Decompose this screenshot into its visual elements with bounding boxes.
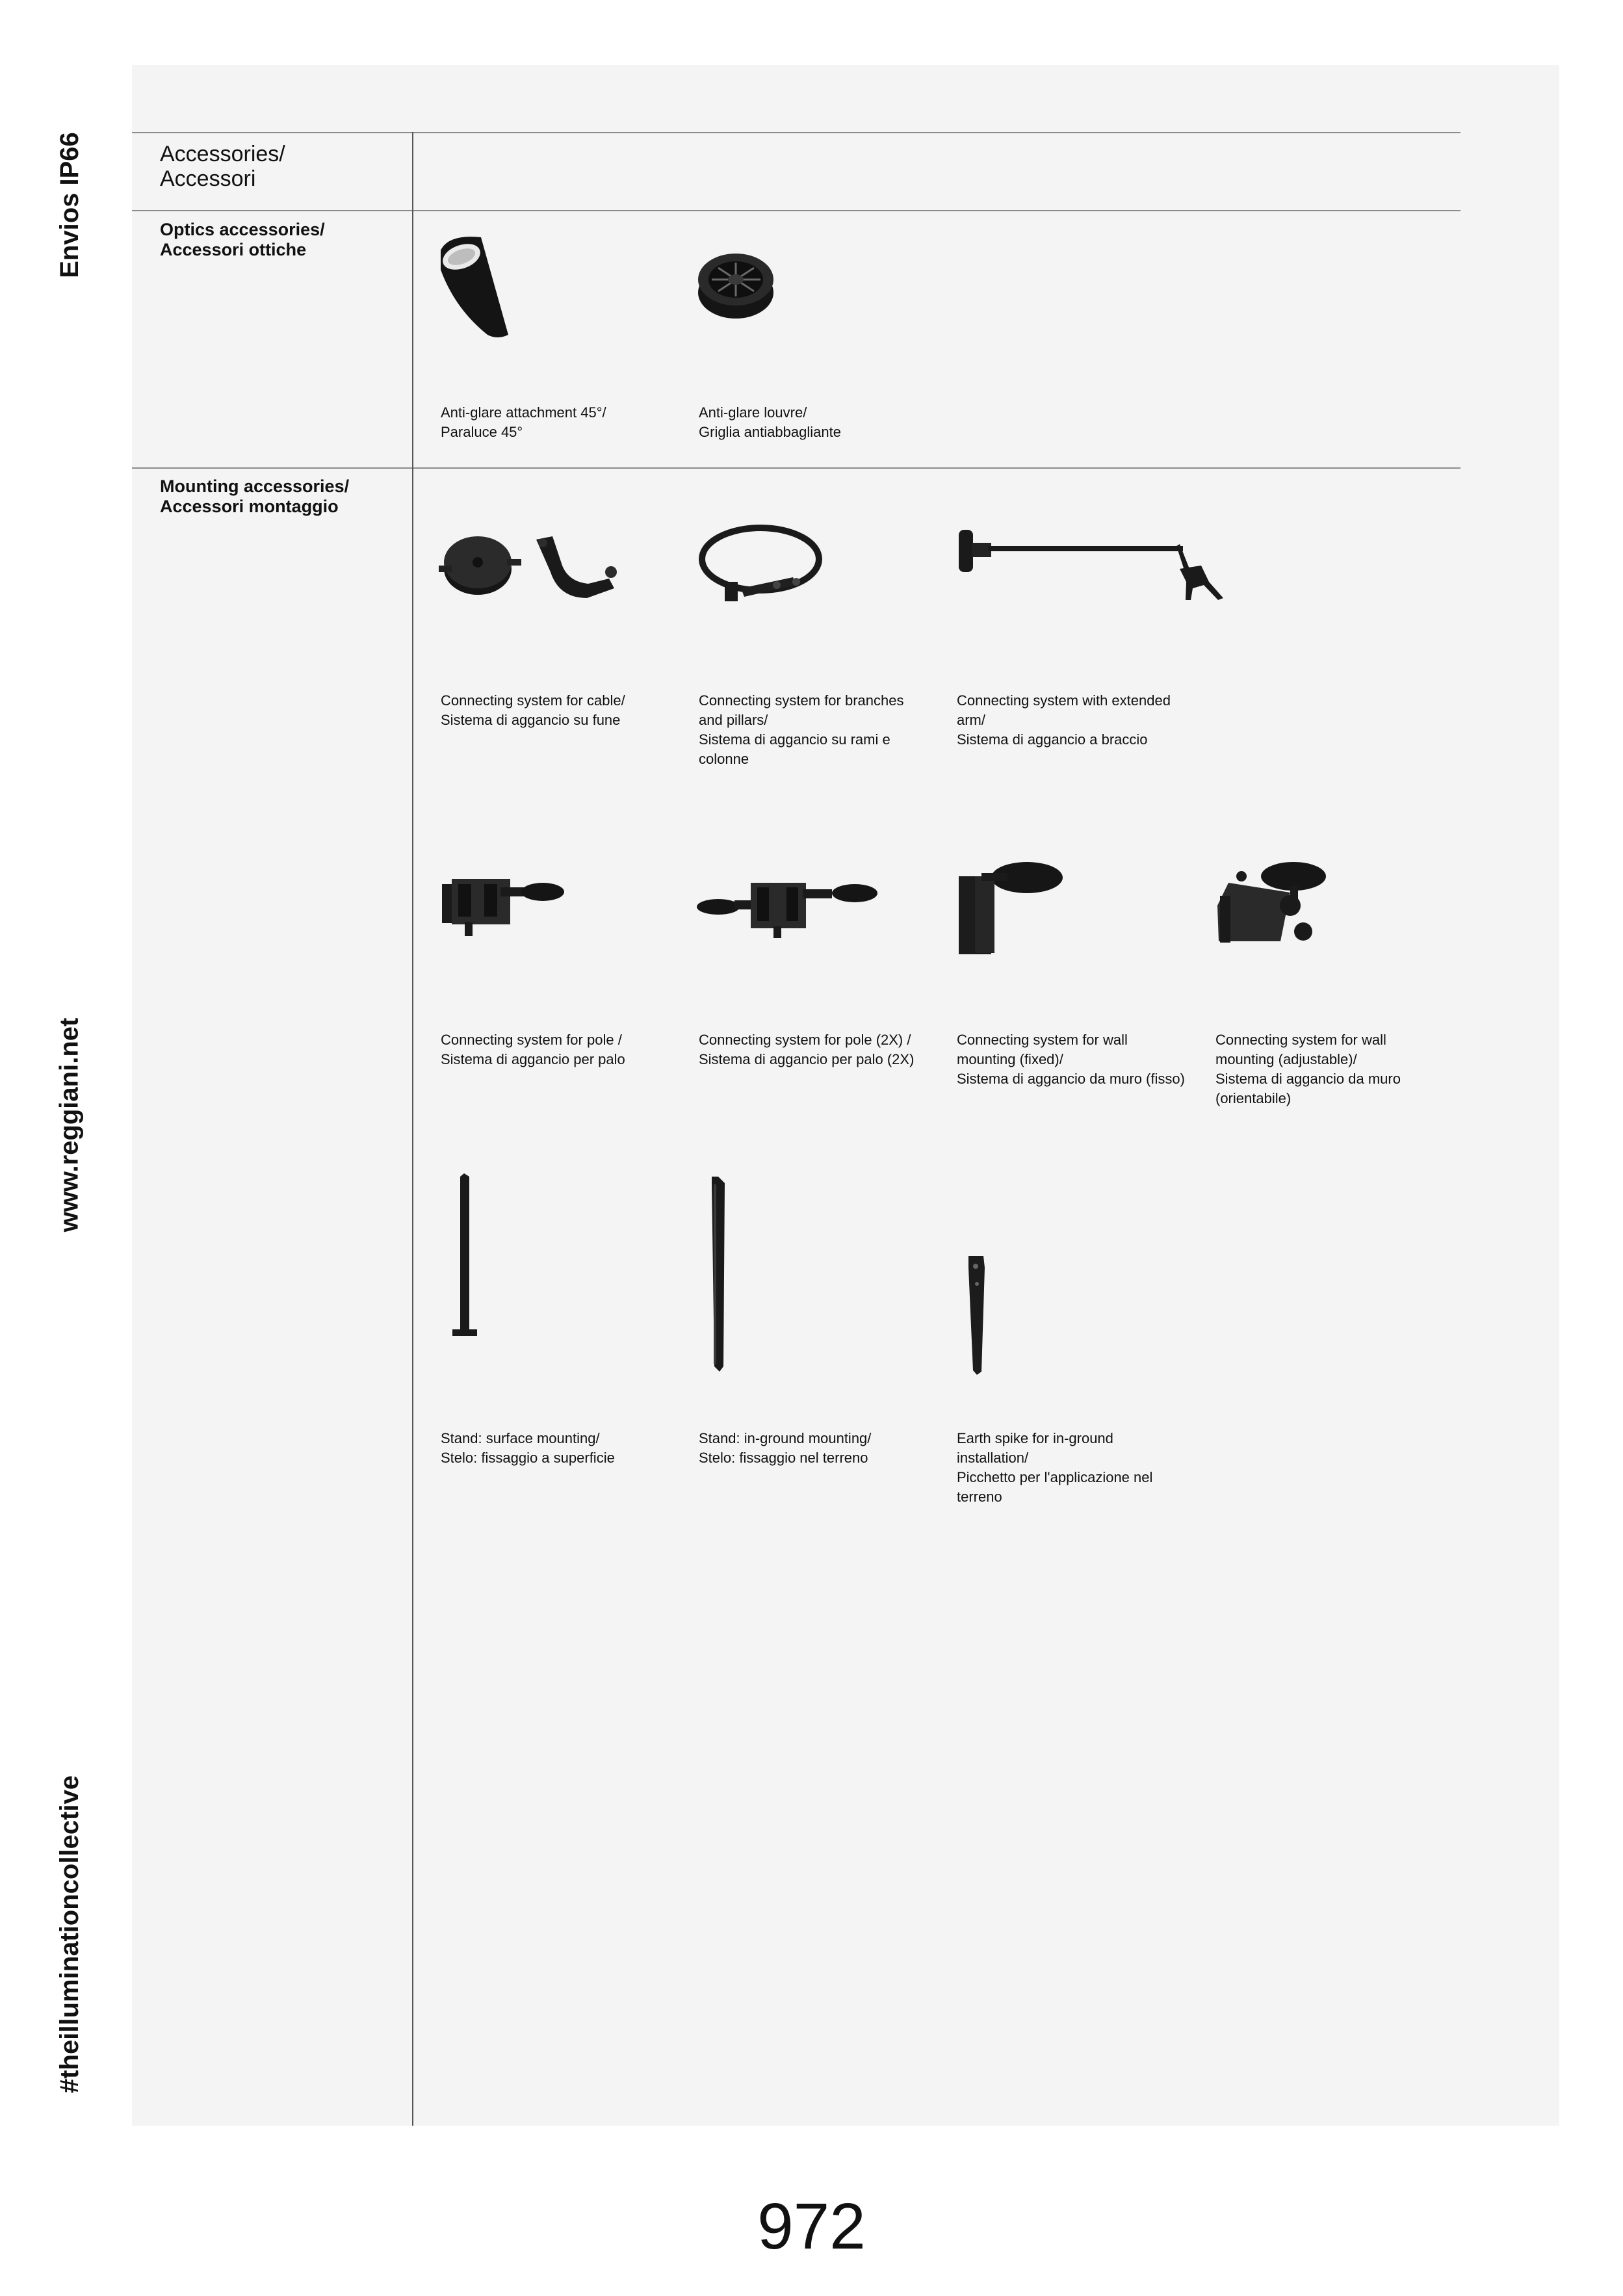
optics-group-title: Optics accessories/ Accessori ottiche <box>160 220 325 259</box>
mounting-caption-pole-2x: Connecting system for pole (2X) / Sistema di aggancio per palo (2X) <box>699 1032 915 1067</box>
sidebar-website[interactable]: www.reggiani.net <box>55 1017 84 1232</box>
mounting-caption-pole: Connecting system for pole / Sistema di aggancio per palo <box>441 1032 625 1067</box>
optics-caption-anti-glare-attachment: Anti-glare attachment 45°/ Paraluce 45° <box>441 404 606 440</box>
pole-bracket-icon <box>439 865 569 943</box>
section-title: Accessories/ Accessori <box>160 142 285 191</box>
sidebar-product: Envios IP66 <box>55 131 84 278</box>
double-pole-bracket-icon <box>695 865 884 943</box>
sidebar-hashtag: #theilluminationcollective <box>55 1775 84 2093</box>
mounting-caption-surface-stand: Stand: surface mounting/ Stelo: fissaggio a superficie <box>441 1430 615 1466</box>
mounting-group-title: Mounting accessories/ Accessori montaggio <box>160 476 350 516</box>
mounting-caption-earth-spike: Earth spike for in-ground installation/ Picchetto per l'applicazione nel terreno <box>957 1430 1153 1505</box>
column-divider <box>412 132 413 2126</box>
anti-glare-attachment-icon <box>435 231 520 341</box>
mounting-caption-wall-fixed: Connecting system for wall mounting (fixed)/ Sistema di aggancio da muro (fisso) <box>957 1032 1185 1087</box>
optics-rule <box>132 467 1461 469</box>
surface-stand-icon <box>448 1173 481 1342</box>
anti-glare-louvre-icon <box>695 247 777 322</box>
header-rule <box>132 210 1461 211</box>
mounting-caption-cable: Connecting system for cable/ Sistema di aggancio su fune <box>441 692 625 728</box>
wall-mount-adjustable-icon <box>1212 857 1336 954</box>
mounting-caption-extended-arm: Connecting system with extended arm/ Sistema di aggancio a braccio <box>957 692 1171 748</box>
mounting-caption-inground-stand: Stand: in-ground mounting/ Stelo: fissaggio nel terreno <box>699 1430 872 1466</box>
top-rule <box>132 132 1461 133</box>
optics-caption-anti-glare-louvre: Anti-glare louvre/ Griglia antiabbagliante <box>699 404 841 440</box>
extended-arm-icon <box>955 523 1228 605</box>
inground-stand-icon <box>705 1177 731 1372</box>
cable-connector-icon <box>439 527 627 605</box>
mounting-caption-wall-adjustable: Connecting system for wall mounting (adjustable)/ Sistema di aggancio da muro (orientabile) <box>1215 1032 1401 1106</box>
wall-mount-fixed-icon <box>955 857 1066 961</box>
page-number: 972 <box>757 2190 866 2263</box>
earth-spike-icon <box>965 1255 991 1375</box>
branch-clamp-icon <box>695 520 825 611</box>
mounting-caption-branches: Connecting system for branches and pillars/ Sistema di aggancio su rami e colonne <box>699 692 904 767</box>
